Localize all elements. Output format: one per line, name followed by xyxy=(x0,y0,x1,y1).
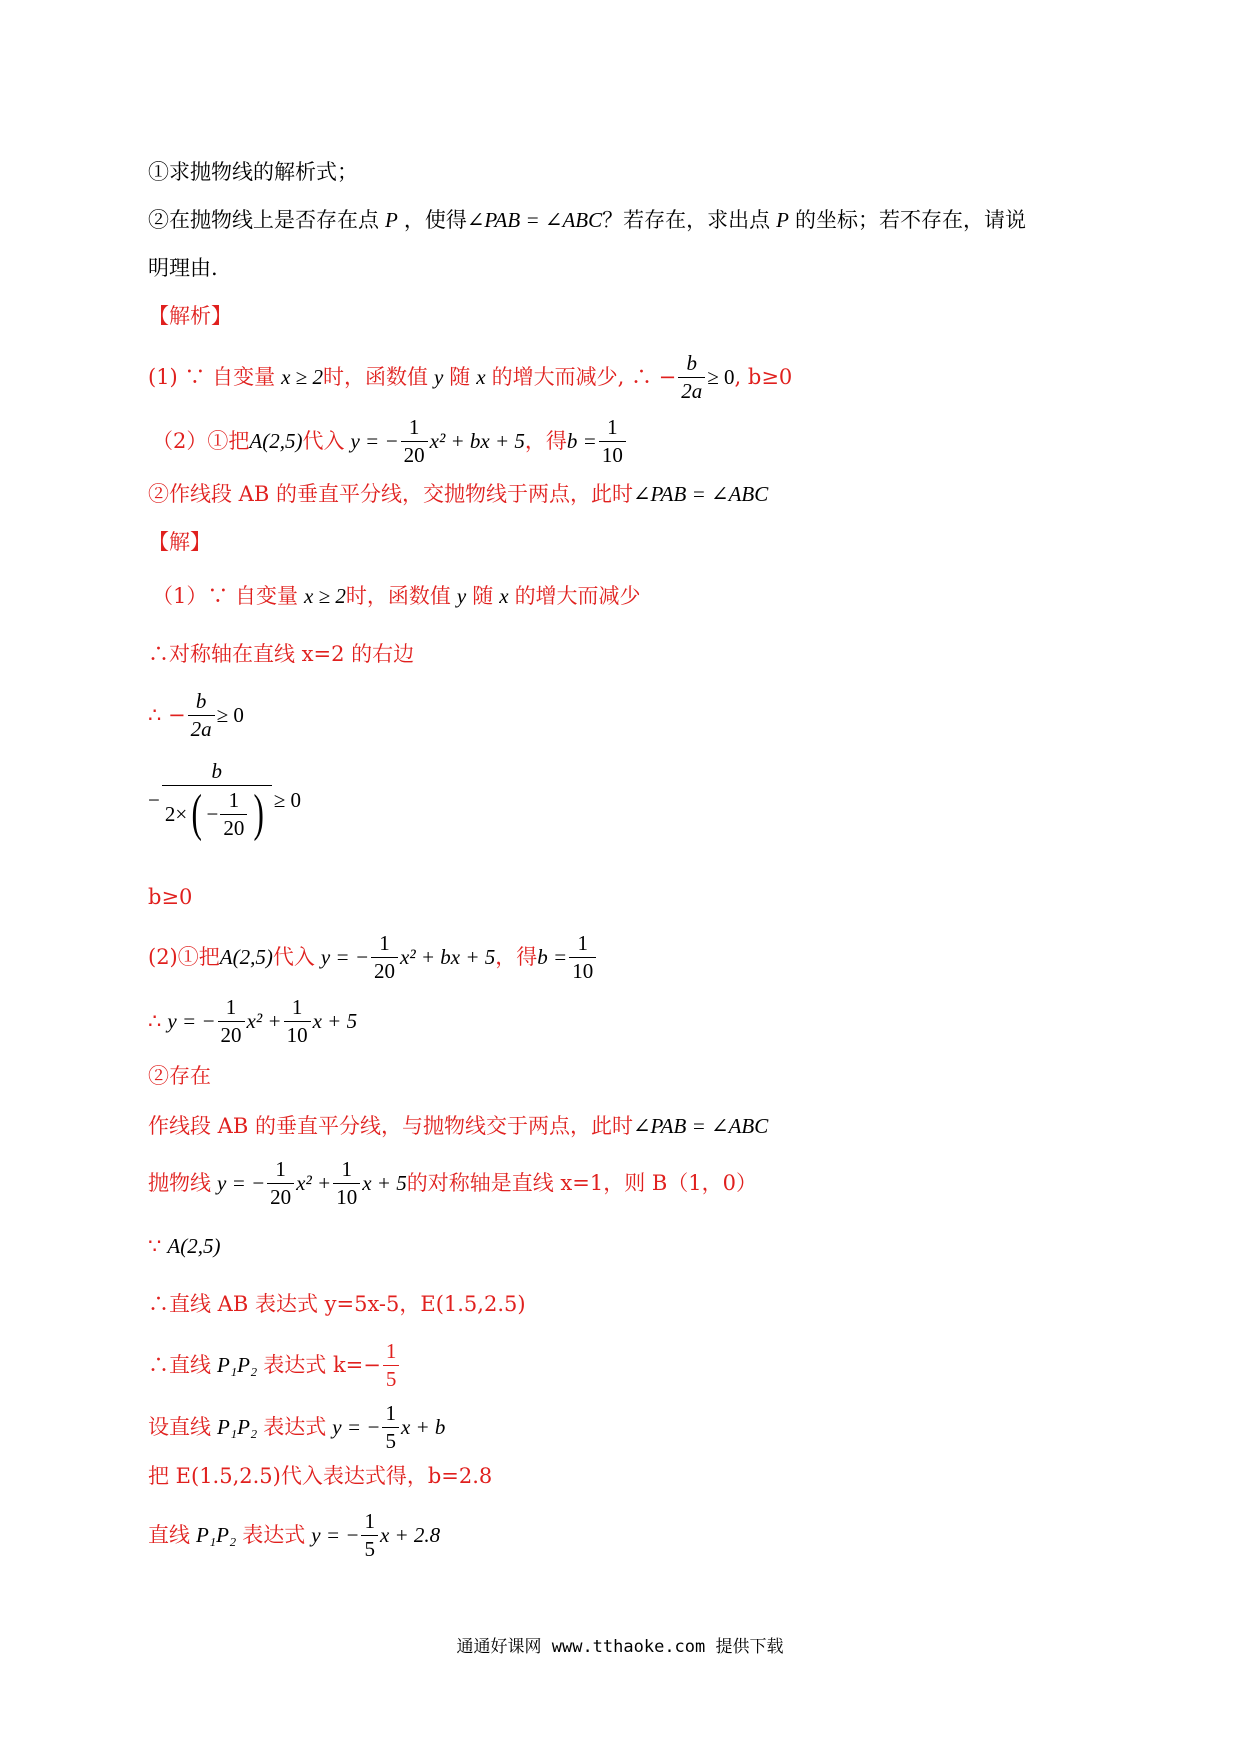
solution-line-15 xyxy=(148,1466,492,1487)
s6-eq-pre: y = − xyxy=(320,945,369,970)
an2-mid: 代入 xyxy=(302,429,345,454)
left-paren: ( xyxy=(191,785,203,843)
point-p-2: P xyxy=(776,208,789,232)
solution-line-12 xyxy=(148,1294,526,1315)
s13-num: 1 xyxy=(385,1339,397,1363)
s5-text: b≥0 xyxy=(148,885,193,909)
question-2-text-c: ？若存在，求出点 xyxy=(602,208,771,232)
s14-mid: 表达式 xyxy=(263,1415,327,1440)
s14-num: 1 xyxy=(385,1401,396,1425)
s1-mid2: 随 xyxy=(472,584,494,608)
s7-eq-pre: y = − xyxy=(167,1009,216,1034)
s9-text: 作线段 AB 的垂直平分线，与抛物线交于两点，此时 xyxy=(148,1114,633,1138)
an1-frac-den: 2a xyxy=(678,377,705,403)
s4-inner-den: 20 xyxy=(220,814,247,840)
s3-den: 2a xyxy=(188,715,215,741)
an1-y: y xyxy=(433,365,444,390)
solution-line-2 xyxy=(148,644,414,665)
an2-fraction xyxy=(401,416,428,467)
an2-pre: （2）①把 xyxy=(152,429,250,454)
analysis-line-2 xyxy=(152,416,628,467)
an2-b-eq: b = xyxy=(566,429,597,454)
s1-mid: 时，函数值 xyxy=(345,584,451,608)
an1-mid: 时，函数值 xyxy=(322,365,428,390)
an3-text: ②作线段 AB 的垂直平分线，交抛物线于两点，此时 xyxy=(148,482,633,506)
an1-x-ge-2: x ≥ 2 xyxy=(281,365,323,390)
s4-post: ≥ 0 xyxy=(273,787,301,812)
an2-b-num: 1 xyxy=(607,415,618,439)
solution-line-9 xyxy=(148,1116,768,1137)
an1-pre: (1) ∵ 自变量 xyxy=(148,365,276,390)
analysis-line-3 xyxy=(148,484,768,505)
s16-pre: 直线 xyxy=(148,1523,190,1548)
s8-text: ②存在 xyxy=(148,1064,211,1088)
s13-den: 5 xyxy=(383,1365,400,1391)
s6-eq-post: x² + bx + 5 xyxy=(400,945,496,970)
s16-den: 5 xyxy=(361,1535,378,1561)
analysis-heading xyxy=(148,306,232,327)
s14-eq-pre: y = − xyxy=(332,1415,381,1440)
s14-den: 5 xyxy=(382,1427,399,1453)
an1-fraction xyxy=(678,352,705,403)
s1-post: 的增大而减少 xyxy=(514,584,641,608)
s6-frac-num: 1 xyxy=(379,931,390,955)
s16-eq-pre: y = − xyxy=(311,1523,360,1548)
solution-line-6 xyxy=(148,932,598,983)
s2-text: ∴对称轴在直线 x=2 的右边 xyxy=(148,642,415,666)
s11-point: A(2,5) xyxy=(167,1234,221,1258)
s6-frac-den: 20 xyxy=(371,957,398,983)
solution-heading xyxy=(148,532,211,553)
s10-f1-num: 1 xyxy=(275,1157,286,1181)
an1-mid2: 随 xyxy=(449,365,471,390)
s4-num: b xyxy=(211,759,223,783)
s10-fraction-2 xyxy=(333,1158,360,1209)
right-paren: ) xyxy=(253,785,265,843)
s10-eq-pre: y = − xyxy=(217,1171,266,1196)
s7-f2-num: 1 xyxy=(291,995,303,1019)
an2-point: A(2,5) xyxy=(249,429,303,454)
s6-point: A(2,5) xyxy=(219,945,273,970)
analysis-line-1 xyxy=(148,352,792,403)
solution-line-13 xyxy=(148,1340,401,1391)
solution-line-16 xyxy=(148,1510,440,1561)
question-2 xyxy=(148,210,1026,231)
solution-line-5 xyxy=(148,887,192,908)
s4-inner-fraction xyxy=(220,789,247,840)
s10-post: 的对称轴是直线 x=1，则 B（1，0） xyxy=(406,1171,758,1196)
s6-mid: 代入 xyxy=(272,945,315,970)
s6-get: ，得 xyxy=(495,945,538,970)
question-2-text-d: 的坐标；若不存在，请说 xyxy=(794,208,1026,232)
s4-inner-sign: − xyxy=(206,801,219,826)
solution-line-10 xyxy=(148,1158,757,1209)
solution-line-4 xyxy=(148,759,301,843)
page-footer xyxy=(0,1632,1240,1657)
s6-b-den: 10 xyxy=(569,957,596,983)
s14-post: x + b xyxy=(400,1415,446,1440)
question-2-continued xyxy=(148,258,218,279)
s13-fraction xyxy=(383,1340,400,1391)
an3-angle: ∠PAB = ∠ABC xyxy=(632,482,769,506)
s13-mid: 表达式 k=− xyxy=(263,1353,381,1378)
s4-inner-num: 1 xyxy=(228,787,240,812)
s6-pre: (2)①把 xyxy=(148,945,220,970)
s7-f1-den: 20 xyxy=(218,1021,245,1047)
s14-pre: 设直线 xyxy=(148,1415,211,1440)
s7-fraction-1 xyxy=(218,996,245,1047)
s1-y: y xyxy=(456,584,467,608)
s16-fraction xyxy=(361,1510,378,1561)
s1-x: x xyxy=(499,584,509,608)
s16-num: 1 xyxy=(364,1509,375,1533)
an1-frac-num: b xyxy=(686,351,697,375)
point-p: P xyxy=(385,208,398,232)
s10-f2-num: 1 xyxy=(341,1157,352,1181)
solution-line-1 xyxy=(152,586,641,607)
question-2-text-a: ②在抛物线上是否存在点 xyxy=(148,208,379,232)
s3-fraction xyxy=(188,690,215,741)
s4-den xyxy=(162,785,272,843)
s6-b-eq: b = xyxy=(537,945,568,970)
an1-ge0: ≥ 0 xyxy=(707,365,735,390)
footer-text: 通通好课网 www.tthaoke.com 提供下载 xyxy=(456,1637,784,1657)
solution-line-8 xyxy=(148,1066,211,1087)
solution-line-11 xyxy=(148,1236,220,1257)
an2-eq-pre: y = − xyxy=(350,429,399,454)
s14-line: P₁P₂ xyxy=(217,1415,258,1440)
s7-f1-num: 1 xyxy=(225,995,237,1019)
s4-fraction xyxy=(162,759,272,843)
s7-pre: ∴ xyxy=(148,1009,162,1034)
an2-eq-post: x² + bx + 5 xyxy=(429,429,525,454)
s7-mid: x² + xyxy=(246,1009,282,1034)
solution-line-14 xyxy=(148,1402,445,1453)
question-1 xyxy=(148,162,358,183)
s7-fraction-2 xyxy=(284,996,311,1047)
s9-angle: ∠PAB = ∠ABC xyxy=(632,1114,769,1138)
s10-pre: 抛物线 xyxy=(148,1171,211,1196)
s3-pre: ∴ − xyxy=(148,703,186,728)
s13-line: P₁P₂ xyxy=(217,1353,258,1378)
an2-get: ，得 xyxy=(524,429,567,454)
s6-fraction xyxy=(371,932,398,983)
an1-x: x xyxy=(476,365,486,390)
s15-text: 把 E(1.5,2.5)代入表达式得，b=2.8 xyxy=(148,1464,493,1488)
s10-eq-post: x + 5 xyxy=(362,1171,407,1196)
an2-b-fraction xyxy=(599,416,626,467)
s3-post: ≥ 0 xyxy=(216,703,244,728)
s10-f2-den: 10 xyxy=(333,1183,360,1209)
s13-pre: ∴直线 xyxy=(148,1353,211,1378)
s16-post: x + 2.8 xyxy=(379,1523,441,1548)
solution-line-7 xyxy=(148,996,357,1047)
s16-mid: 表达式 xyxy=(242,1523,306,1548)
s3-num: b xyxy=(195,689,207,713)
s4-pre: − xyxy=(148,787,160,812)
s4-den-pre: 2× xyxy=(164,801,188,826)
s1-x-ge-2: x ≥ 2 xyxy=(304,584,346,608)
s7-post: x + 5 xyxy=(312,1009,358,1034)
s12-text: ∴直线 AB 表达式 y=5x-5，E(1.5,2.5) xyxy=(148,1292,526,1316)
s6-b-fraction xyxy=(569,932,596,983)
an2-b-den: 10 xyxy=(599,441,626,467)
s14-fraction xyxy=(382,1402,399,1453)
angle-equation: ∠PAB = ∠ABC xyxy=(466,208,603,232)
s6-b-num: 1 xyxy=(577,931,588,955)
question-2-cont-text: 明理由. xyxy=(148,256,218,280)
s10-mid: x² + xyxy=(296,1171,332,1196)
s11-pre: ∵ xyxy=(148,1234,162,1258)
an2-frac-num: 1 xyxy=(408,415,420,439)
solution-line-3 xyxy=(148,690,244,741)
question-2-text-b: ，使得 xyxy=(403,208,467,232)
question-1-text: ①求抛物线的解析式； xyxy=(148,160,358,184)
s7-f2-den: 10 xyxy=(284,1021,311,1047)
solution-heading-text: 【解】 xyxy=(148,530,211,554)
an1-tail: , b≥0 xyxy=(734,365,793,390)
an2-frac-den: 20 xyxy=(401,441,428,467)
an1-post: 的增大而减少, ∴ − xyxy=(491,365,677,390)
analysis-heading-text: 【解析】 xyxy=(148,304,232,328)
s16-line: P₁P₂ xyxy=(196,1523,237,1548)
s1-pre: （1）∵ 自变量 xyxy=(152,584,299,608)
s10-fraction-1 xyxy=(267,1158,294,1209)
s10-f1-den: 20 xyxy=(267,1183,294,1209)
